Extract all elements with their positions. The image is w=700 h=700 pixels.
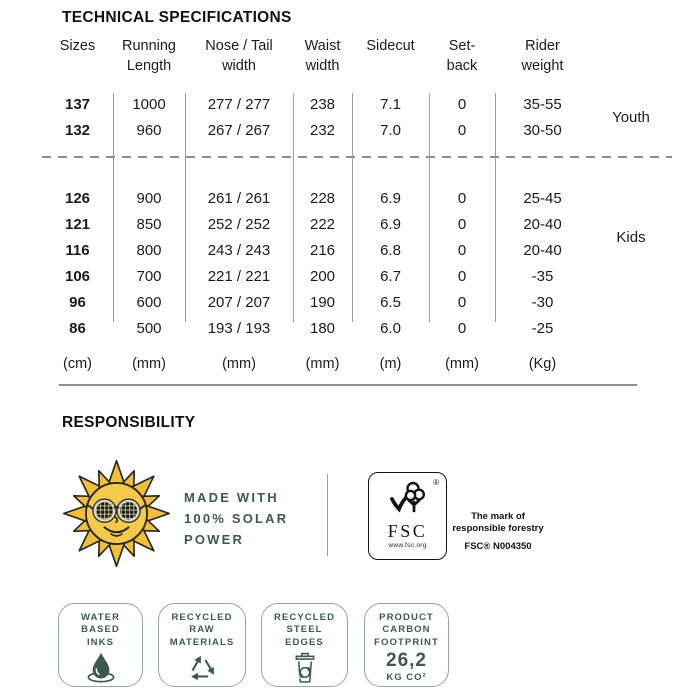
unit-rider-weight: (Kg) (528, 356, 557, 372)
table-column-divider (352, 93, 353, 322)
fsc-license-number: FSC® N004350 (464, 541, 532, 552)
table-column-divider (429, 93, 430, 322)
table-column-divider (293, 93, 294, 322)
cell-waist: 238 (309, 95, 336, 113)
registered-mark: ® (433, 478, 439, 487)
col-header-rider-weight: Rider weight (521, 38, 564, 75)
fsc-acronym: FSC (387, 521, 428, 541)
tech-specs-title: TECHNICAL SPECIFICATIONS (62, 9, 292, 26)
recycle-arrows-icon (159, 652, 245, 691)
cell-nose-tail: 277 / 277 (207, 95, 271, 113)
cell-setback: 0 (457, 189, 467, 207)
table-units-row (42, 351, 672, 377)
cell-size: 126 (64, 189, 91, 207)
cell-rider-weight: 35-55 (523, 95, 562, 113)
cell-size: 106 (64, 267, 91, 285)
unit-nose-tail: (mm) (222, 356, 256, 372)
col-header-nose-tail-width: Nose / Tail width (205, 38, 273, 75)
carbon-footprint-unit: KG CO² (386, 672, 427, 684)
cell-rider-weight: -35 (531, 267, 554, 285)
cell-nose-tail: 221 / 221 (207, 267, 271, 285)
fsc-mark-text: The mark of responsible forestry (452, 511, 544, 535)
cell-running-length: 900 (136, 189, 162, 207)
cell-nose-tail: 207 / 207 (207, 293, 271, 311)
table-row-137 (42, 91, 672, 117)
col-header-waist-width: Waist width (304, 38, 341, 75)
cell-sidecut: 6.5 (380, 293, 401, 311)
group-label-kids: Kids (616, 228, 646, 246)
cell-running-length: 800 (136, 241, 162, 259)
cell-waist: 228 (309, 189, 336, 207)
badge-recycled-steel-edges: RECYCLED STEEL EDGES (261, 603, 348, 687)
table-row-96 (42, 289, 672, 315)
cell-size: 132 (64, 121, 91, 139)
cell-size: 116 (65, 241, 90, 259)
cell-nose-tail: 193 / 193 (207, 319, 271, 337)
table-header-row (42, 36, 672, 91)
unit-sidecut: (m) (379, 356, 402, 372)
cell-sidecut: 6.0 (380, 319, 401, 337)
cell-nose-tail: 243 / 243 (207, 241, 271, 259)
cell-waist: 232 (309, 121, 336, 139)
badge-product-carbon-footprint: PRODUCT CARBON FOOTPRINT 26,2 KG CO² (364, 603, 449, 687)
cell-waist: 180 (309, 319, 336, 337)
cell-running-length: 500 (136, 319, 162, 337)
fsc-tree-check-icon (385, 478, 431, 518)
cell-nose-tail: 261 / 261 (207, 189, 271, 207)
fsc-url: www.fsc.org (388, 542, 427, 549)
table-row-121 (42, 211, 672, 237)
cell-size: 137 (64, 95, 91, 113)
cell-waist: 222 (309, 215, 336, 233)
cell-setback: 0 (457, 293, 467, 311)
cell-rider-weight: 20-40 (523, 241, 562, 259)
cell-waist: 216 (309, 241, 336, 259)
cell-waist: 190 (309, 293, 336, 311)
col-header-running-length: Running Length (121, 38, 176, 75)
cell-setback: 0 (457, 215, 467, 233)
cell-sidecut: 6.8 (380, 241, 401, 259)
cell-setback: 0 (457, 319, 467, 337)
cell-setback: 0 (457, 95, 467, 113)
table-row-106 (42, 263, 672, 289)
cell-running-length: 700 (136, 267, 162, 285)
table-column-divider (113, 93, 114, 322)
cell-setback: 0 (457, 267, 467, 285)
spec-table (42, 36, 672, 377)
cell-setback: 0 (457, 241, 467, 259)
unit-setback: (mm) (445, 356, 479, 372)
cell-sidecut: 6.9 (380, 215, 401, 233)
cell-rider-weight: 30-50 (523, 121, 562, 139)
cell-nose-tail: 267 / 267 (207, 121, 271, 139)
cell-rider-weight: -25 (531, 319, 554, 337)
cell-nose-tail: 252 / 252 (207, 215, 271, 233)
col-header-sizes: Sizes (59, 38, 96, 54)
cell-running-length: 850 (136, 215, 162, 233)
unit-waist: (mm) (305, 356, 340, 372)
cell-waist: 200 (309, 267, 336, 285)
cell-sidecut: 6.9 (380, 189, 401, 207)
carbon-footprint-value: 26,2 (386, 650, 427, 672)
table-row-132 (42, 117, 672, 143)
col-header-sidecut: Sidecut (366, 38, 415, 54)
group-label-youth: Youth (612, 108, 650, 126)
unit-running-length: (mm) (132, 356, 166, 372)
col-header-setback: Set- back (446, 38, 478, 75)
table-row-126 (42, 185, 672, 211)
solar-line-1: MADE WITH (184, 490, 279, 505)
cell-rider-weight: -30 (531, 293, 554, 311)
table-row-116 (42, 237, 672, 263)
responsibility-title: RESPONSIBILITY (62, 414, 196, 431)
cell-rider-weight: 25-45 (523, 189, 562, 207)
badge-water-based-inks: WATER BASED INKS (58, 603, 143, 687)
table-column-divider (495, 93, 496, 322)
solar-line-2: 100% SOLAR (184, 510, 289, 526)
table-column-divider (185, 93, 186, 322)
cell-sidecut: 6.7 (380, 267, 401, 285)
cell-running-length: 1000 (132, 95, 166, 113)
section-separator (59, 384, 637, 386)
cell-size: 96 (69, 293, 86, 311)
solar-line-3: POWER (184, 531, 245, 547)
table-row-86 (42, 315, 672, 341)
cell-sidecut: 7.0 (380, 121, 401, 139)
cell-size: 86 (69, 319, 86, 337)
cell-sidecut: 7.1 (380, 95, 401, 113)
recycle-bin-icon (262, 652, 347, 690)
sun-with-sunglasses-icon (61, 458, 172, 569)
cell-setback: 0 (457, 121, 467, 139)
cell-size: 121 (64, 215, 91, 233)
cell-running-length: 600 (136, 293, 162, 311)
badge-recycled-raw-materials: RECYCLED RAW MATERIALS (158, 603, 246, 687)
unit-sizes: (cm) (63, 356, 92, 372)
fsc-logo-box (368, 472, 447, 560)
solar-power-text (184, 488, 288, 550)
cell-rider-weight: 20-40 (523, 215, 562, 233)
cell-running-length: 960 (136, 121, 162, 139)
table-group-separator (42, 156, 672, 185)
vertical-divider (327, 474, 328, 556)
dashed-line (42, 156, 672, 158)
water-drop-icon (59, 652, 142, 689)
